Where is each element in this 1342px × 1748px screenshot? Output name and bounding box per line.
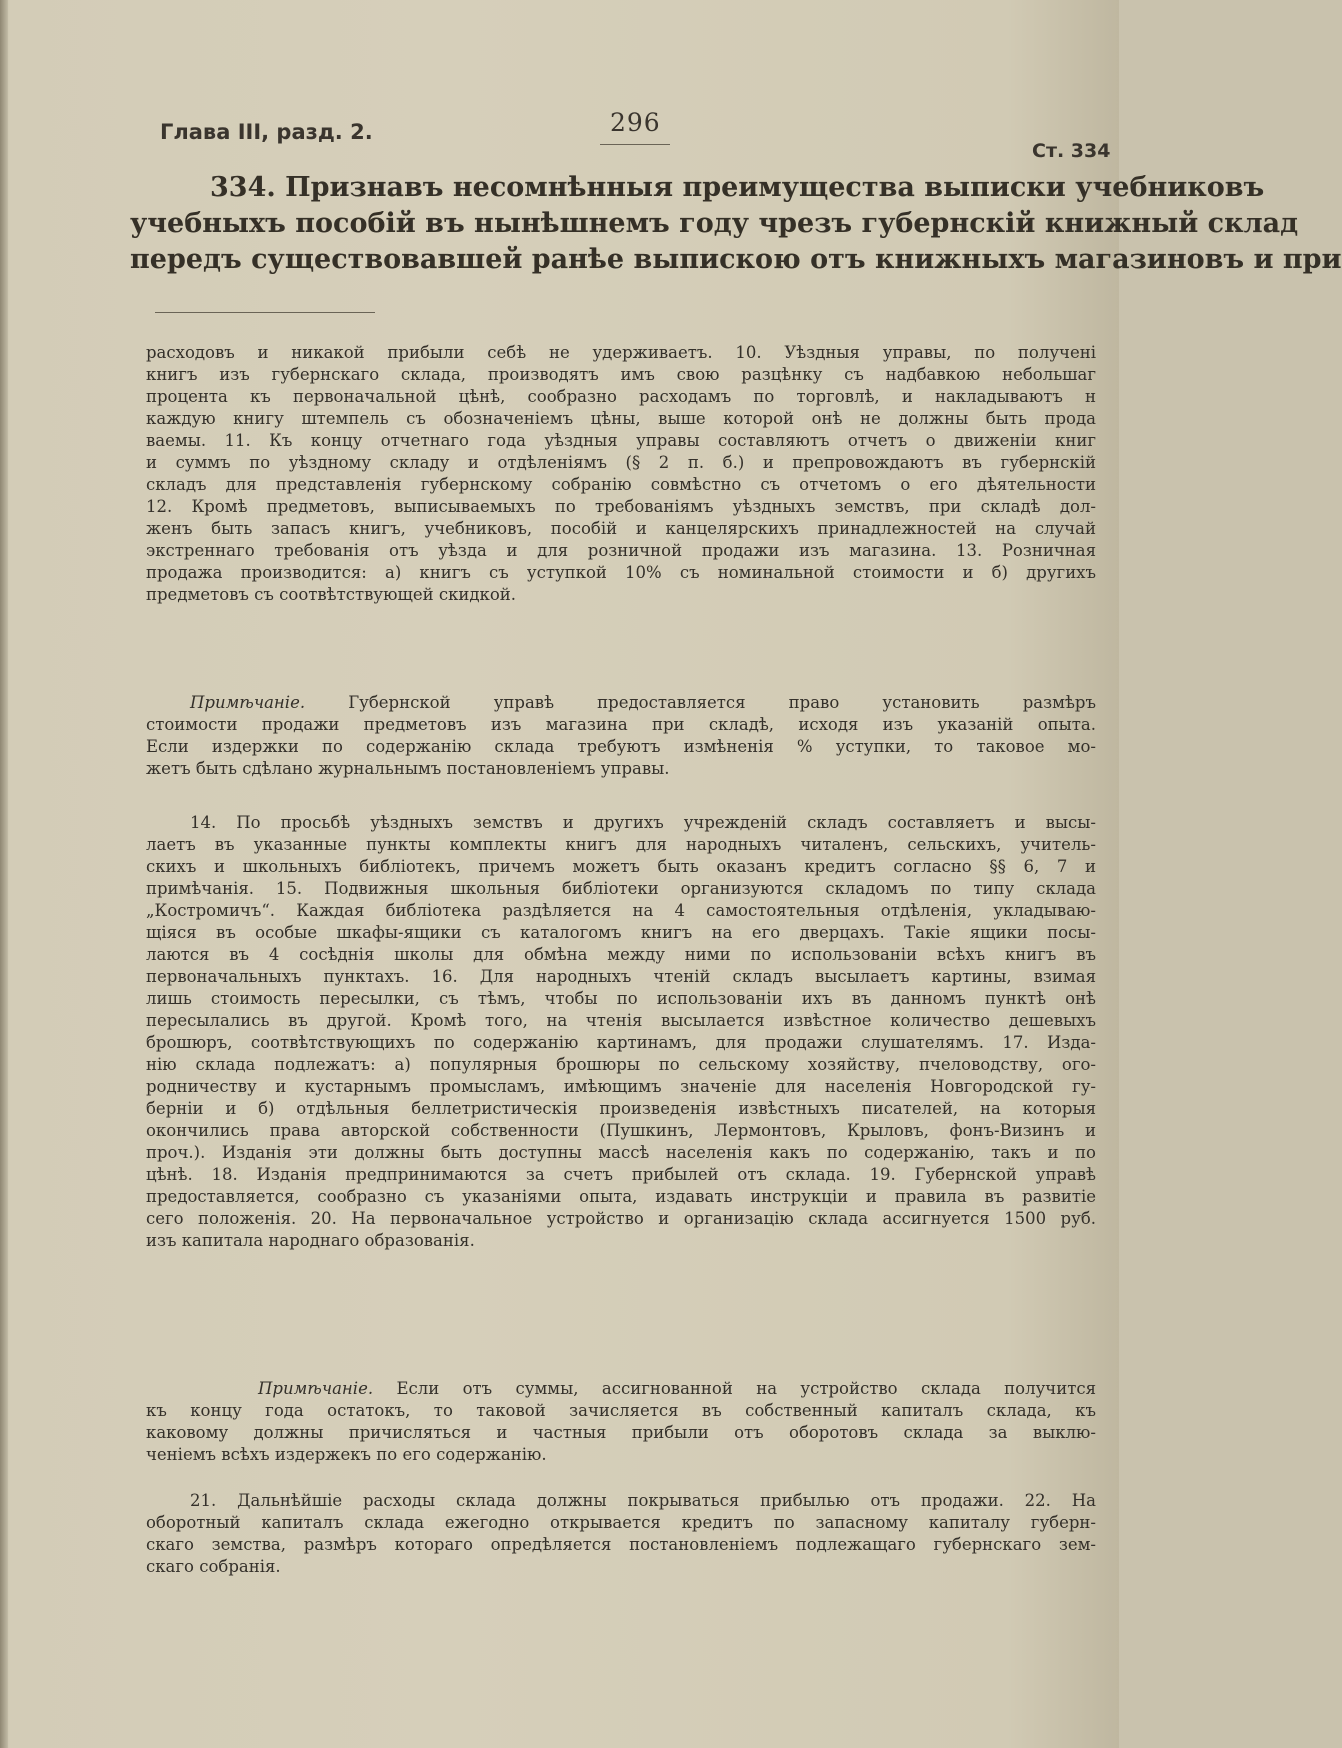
paragraph-block-2	[146, 812, 1096, 1252]
text-line: 21. Дальнѣйшіе расходы склада должны покрываться прибылью отъ продажи. 22. На	[190, 1491, 1096, 1510]
note-label: Примѣчаніе.	[190, 693, 306, 712]
text-line: книгъ изъ губернскаго склада, производятъ имъ свою разцѣнку съ надбавкою небольшаг	[146, 365, 1096, 384]
paragraph-block-3	[146, 1490, 1096, 1578]
text-line: нію склада подлежатъ: а) популярныя брошюры по сельскому хозяйству, пчеловодству, ого-	[146, 1055, 1096, 1074]
text-line: и суммъ по уѣздному складу и отдѣленіямъ (§ 2 п. б.) и препровождаютъ въ губернскій	[146, 453, 1096, 472]
article-label: Ст. 334	[1032, 140, 1111, 162]
text-line: 12. Кромѣ предметовъ, выписываемыхъ по требованіямъ уѣздныхъ земствъ, при складѣ дол-	[146, 497, 1096, 516]
text-line: ченіемъ всѣхъ издержекъ по его содержанію.	[146, 1445, 547, 1464]
running-header	[0, 108, 1119, 162]
note-text: Если отъ суммы, ассигнованной на устройство склада получится	[396, 1379, 1096, 1398]
text-line: изъ капитала народнаго образованія.	[146, 1231, 475, 1250]
text-line: 14. По просьбѣ уѣздныхъ земствъ и другихъ учрежденій складъ составляетъ и высы-	[190, 813, 1096, 832]
text-line: оборотный капиталъ склада ежегодно открывается кредитъ по запасному капиталу губерн-	[146, 1513, 1096, 1532]
text-line: первоначальныхъ пунктахъ. 16. Для народныхъ чтеній складъ высылаетъ картины, взимая	[146, 967, 1096, 986]
text-line: лишь стоимость пересылки, съ тѣмъ, чтобы по использованіи ихъ въ данномъ пунктѣ онѣ	[146, 989, 1096, 1008]
text-line: щіяся въ особые шкафы-ящики съ каталогомъ книгъ на его дверцахъ. Такіе ящики посы-	[146, 923, 1096, 942]
text-line: лаются въ 4 сосѣднія школы для обмѣна между ними по использованіи всѣхъ книгъ въ	[146, 945, 1096, 964]
note-first-line	[146, 1378, 1096, 1400]
text-line: примѣчанія. 15. Подвижныя школьныя библіотеки организуются складомъ по типу склада	[146, 879, 1096, 898]
text-line: „Костромичъ“. Каждая библіотека раздѣляется на 4 самостоятельныя отдѣленія, укладываю-	[146, 901, 1096, 920]
text-line: каждую книгу штемпель съ обозначеніемъ цѣны, выше которой онѣ не должны быть прода	[146, 409, 1096, 428]
text-line: женъ быть запасъ книгъ, учебниковъ, пособій и канцелярскихъ принадлежностей на случай	[146, 519, 1096, 538]
page-number: 296	[610, 108, 661, 137]
text-line: проч.). Изданія эти должны быть доступны массѣ населенія какъ по содержанію, такъ и по	[146, 1143, 1096, 1162]
note-text: Губернской управѣ предоставляется право установить размѣръ	[348, 693, 1096, 712]
text-line: сего положенія. 20. На первоначальное устройство и организацію склада ассигнуется 1500 руб.	[146, 1209, 1096, 1228]
text-line: къ концу года остатокъ, то таковой зачисляется въ собственный капиталъ склада, къ	[146, 1401, 1096, 1420]
text-line: скихъ и школьныхъ библіотекъ, причемъ можетъ быть оказанъ кредитъ согласно §§ 6, 7 и	[146, 857, 1096, 876]
text-line: ваемы. 11. Къ концу отчетнаго года уѣздныя управы составляютъ отчетъ о движеніи книг	[146, 431, 1096, 450]
heading-line: 334. Признавъ несомнѣнныя преимущества выписки учебниковъ	[210, 172, 1265, 203]
chapter-label: Глава III, разд. 2.	[160, 120, 373, 144]
footnote-separator	[155, 312, 375, 313]
text-line: жетъ быть сдѣлано журнальнымъ постановленіемъ управы.	[146, 759, 670, 778]
text-line: расходовъ и никакой прибыли себѣ не удерживаетъ. 10. Уѣздныя управы, по получені	[146, 343, 1096, 362]
text-line: экстреннаго требованія отъ уѣзда и для розничной продажи изъ магазина. 13. Розничная	[146, 541, 1096, 560]
text-line: родничеству и кустарнымъ промысламъ, имѣющимъ значеніе для населенія Новгородской гу-	[146, 1077, 1096, 1096]
text-line: продажа производится: а) книгъ съ уступкой 10% съ номинальной стоимости и б) другихъ	[146, 563, 1096, 582]
text-line: брошюръ, соотвѣтствующихъ по содержанію картинамъ, для продажи слушателямъ. 17. Изда-	[146, 1033, 1096, 1052]
heading-line: учебныхъ пособій въ нынѣшнемъ году чрезъ губернскій книжный склад	[130, 208, 1299, 239]
note-2	[146, 1378, 1096, 1466]
heading-line: передъ существовавшей ранѣе выпискою отъ книжныхъ магазиновъ и при	[130, 244, 1342, 275]
book-spine-shadow	[0, 0, 8, 1748]
text-line: берніи и б) отдѣльныя беллетристическія произведенія извѣстныхъ писателей, на которыя	[146, 1099, 1096, 1118]
text-line: цѣнѣ. 18. Изданія предпринимаются за счетъ прибылей отъ склада. 19. Губернской управѣ	[146, 1165, 1096, 1184]
text-line: скаго земства, размѣръ котораго опредѣляется постановленіемъ подлежащаго губернскаго зем-	[146, 1535, 1096, 1554]
text-line: лаетъ въ указанные пункты комплекты книгъ для народныхъ читаленъ, сельскихъ, учитель-	[146, 835, 1096, 854]
note-first-line	[146, 692, 1096, 714]
text-line: каковому должны причисляться и частныя прибыли отъ оборотовъ склада за выклю-	[146, 1423, 1096, 1442]
note-label: Примѣчаніе.	[258, 1379, 374, 1398]
text-line: Если издержки по содержанію склада требуютъ измѣненія % уступки, то таковое мо-	[146, 737, 1096, 756]
text-line: скаго собранія.	[146, 1557, 281, 1576]
text-line: процента къ первоначальной цѣнѣ, сообразно расходамъ по торговлѣ, и накладываютъ н	[146, 387, 1096, 406]
paragraph-block-1	[146, 342, 1096, 606]
text-line: предоставляется, сообразно съ указаніями опыта, издавать инструкціи и правила въ развитіе	[146, 1187, 1096, 1206]
text-line: стоимости продажи предметовъ изъ магазина при складѣ, исходя изъ указаній опыта.	[146, 715, 1096, 734]
article-heading	[130, 170, 1342, 278]
text-line: пересылались въ другой. Кромѣ того, на чтенія высылается извѣстное количество дешевыхъ	[146, 1011, 1096, 1030]
text-line: предметовъ съ соотвѣтствующей скидкой.	[146, 585, 517, 604]
text-line: окончились права авторской собственности (Пушкинъ, Лермонтовъ, Крыловъ, фонъ-Визинъ и	[146, 1121, 1096, 1140]
page-number-rule	[600, 144, 670, 145]
note-1	[146, 692, 1096, 780]
text-line: складъ для представленія губернскому собранію совмѣстно съ отчетомъ о его дѣятельности	[146, 475, 1096, 494]
